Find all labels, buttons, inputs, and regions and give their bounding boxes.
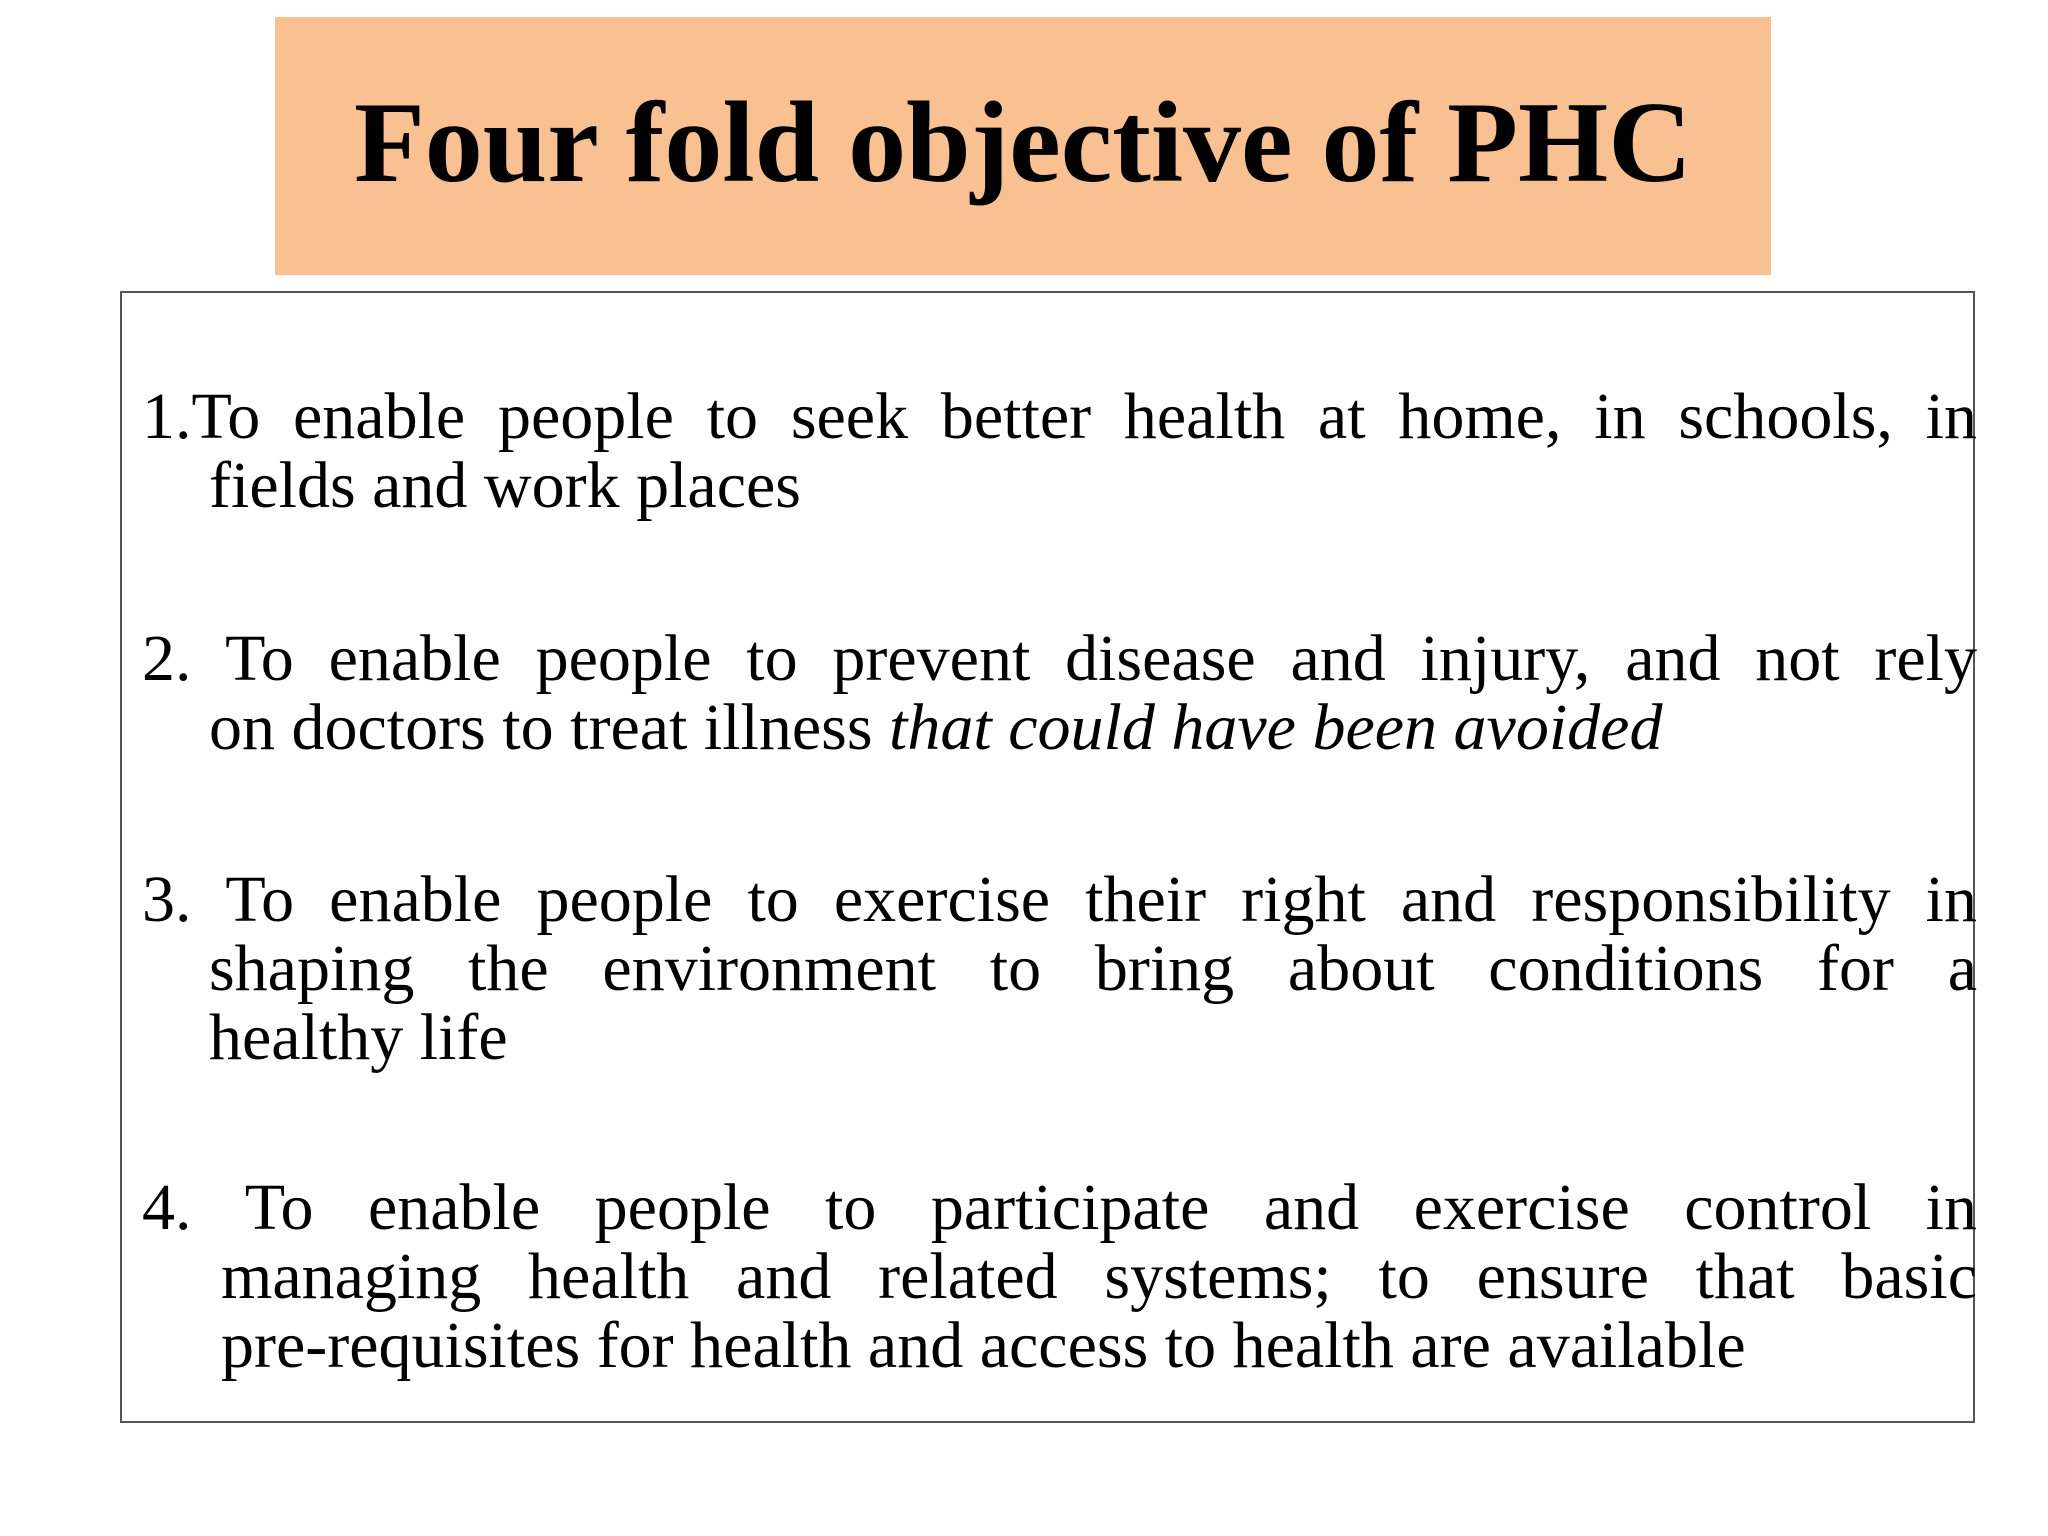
objective-4-line-3: pre-requisites for health and access to health are available — [221, 1309, 1746, 1382]
objective-1-line-2: fields and work places — [209, 449, 801, 522]
objective-item-4 — [142, 1173, 1977, 1380]
objective-1-line-1: 1.To enable people to seek better health at home, in schools, in — [142, 380, 1977, 453]
slide-title: Four fold objective of PHC — [353, 79, 1693, 207]
objective-2-line-1: 2. To enable people to prevent disease and injury, and not rely — [142, 622, 1977, 695]
objective-2-line-2 — [142, 693, 1977, 762]
objective-3-line-1: 3. To enable people to exercise their right and responsibility in — [142, 863, 1977, 936]
objective-item-2 — [142, 624, 1977, 762]
objective-3-line-2: shaping the environment to bring about conditions for a — [209, 932, 1977, 1005]
objective-2-italic-phrase: that could have been avoided — [889, 691, 1663, 764]
objective-3-line-3: healthy life — [209, 1001, 508, 1074]
objective-2-line-2-text: on doctors to treat illness — [209, 691, 890, 764]
title-banner — [275, 17, 1771, 275]
objective-item-3 — [142, 865, 1977, 1072]
objective-4-line-2: managing health and related systems; to ensure that basic — [221, 1240, 1977, 1313]
objectives-box — [120, 291, 1975, 1423]
objective-item-1 — [142, 382, 1977, 520]
objective-4-line-1: 4. To enable people to participate and exercise control in — [142, 1171, 1977, 1244]
